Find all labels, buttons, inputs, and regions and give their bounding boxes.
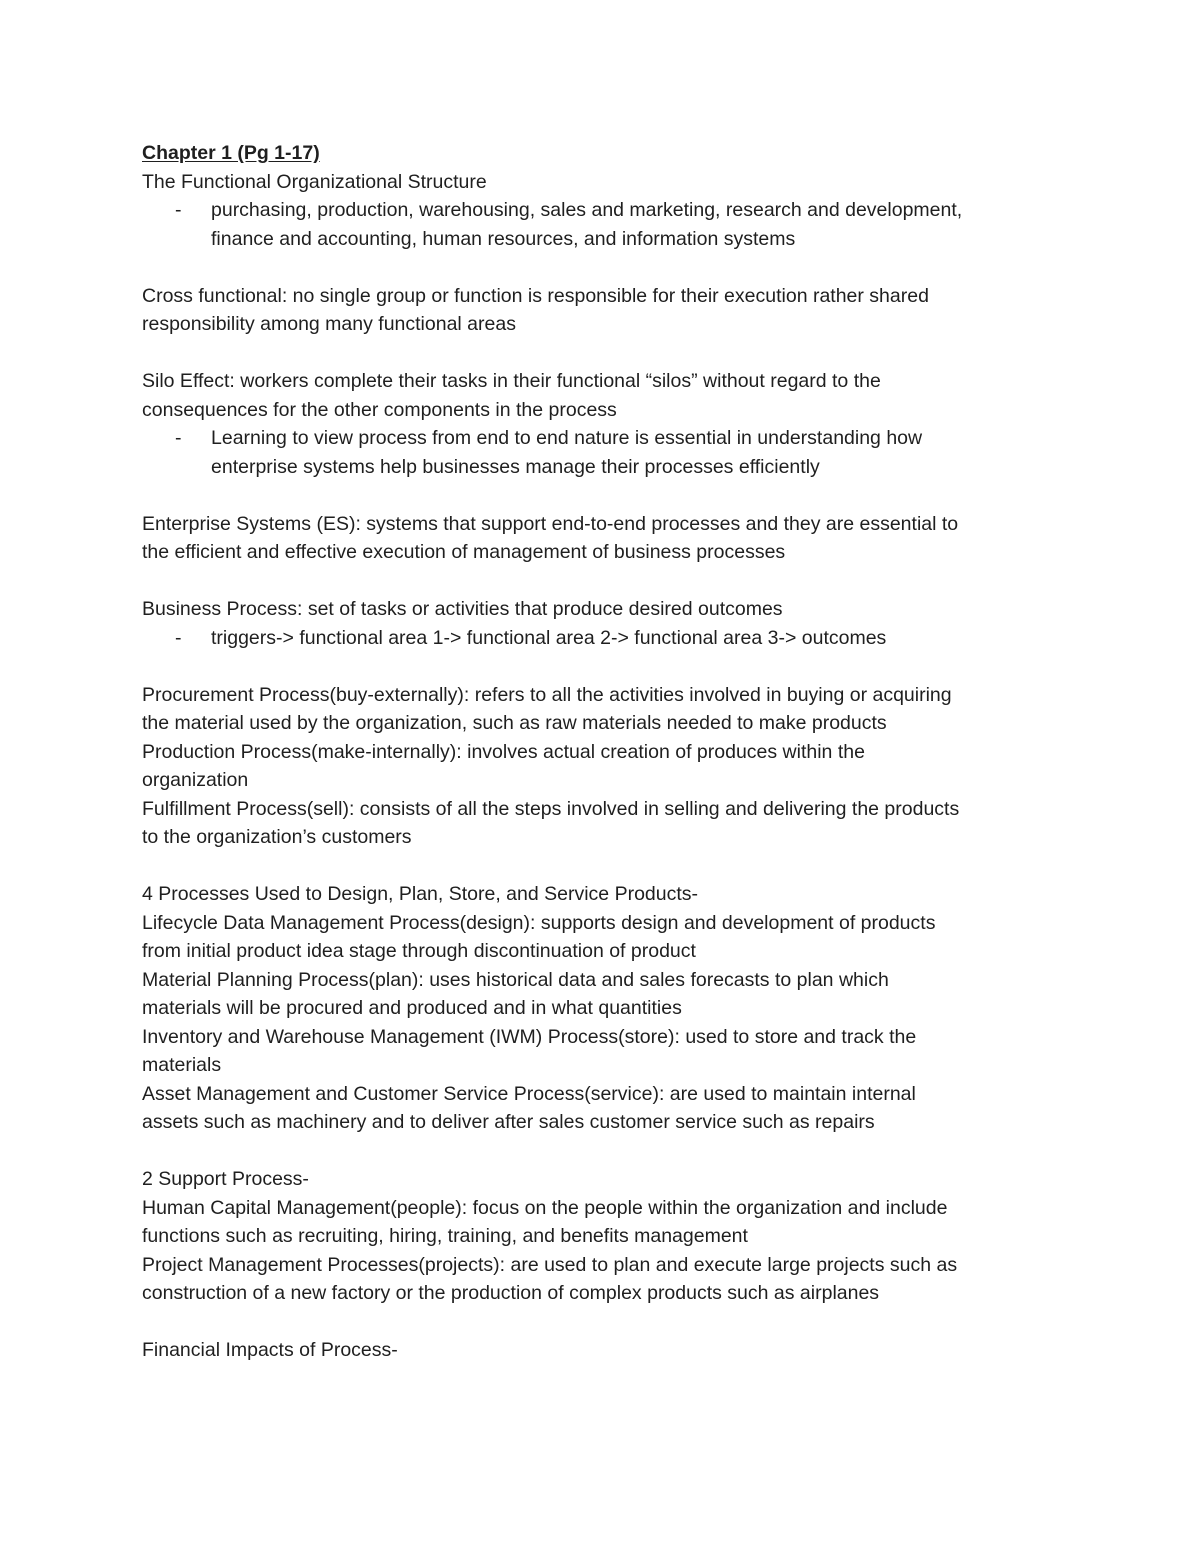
- bullet-text: triggers-> functional area 1-> functional area 2-> functional area 3-> outcomes: [211, 626, 887, 649]
- paragraph-line: Silo Effect: workers complete their tasks in their functional “silos” without regard to the: [142, 370, 881, 392]
- paragraph-spacer: [142, 567, 1062, 596]
- paragraph-line: Material Planning Process(plan): uses historical data and sales forecasts to plan which: [142, 968, 889, 991]
- bullet-dash: -: [175, 199, 182, 221]
- paragraph-line: the efficient and effective execution of management of business processes: [142, 541, 786, 563]
- paragraph-spacer: [142, 339, 1062, 368]
- paragraph-line: Cross functional: no single group or function is responsible for their execution rather shared: [142, 284, 929, 307]
- bullet-item: [142, 196, 1062, 253]
- paragraph-line: Human Capital Management(people): focus on the people within the organization and include: [142, 1196, 948, 1219]
- paragraph-line: Procurement Process(buy-externally): refers to all the activities involved in buying or acquiring: [142, 683, 952, 706]
- paragraph-line: Fulfillment Process(sell): consists of all the steps involved in selling and delivering the products: [142, 797, 960, 820]
- bullet-text: purchasing, production, warehousing, sales and marketing, research and development,: [211, 199, 963, 221]
- paragraph-line: responsibility among many functional areas: [142, 313, 516, 335]
- paragraph-line: 2 Support Process-: [142, 1168, 309, 1190]
- paragraph-line: Asset Management and Customer Service Process(service): are used to maintain internal: [142, 1082, 916, 1105]
- paragraph-spacer: [142, 481, 1062, 510]
- paragraph-line: Business Process: set of tasks or activities that produce desired outcomes: [142, 598, 783, 620]
- bullet-dash: -: [175, 626, 182, 649]
- bullet-item: [142, 624, 1062, 653]
- paragraph-spacer: [142, 852, 1062, 881]
- paragraph-line: organization: [142, 769, 249, 791]
- paragraph-line: assets such as machinery and to deliver after sales customer service such as repairs: [142, 1111, 875, 1133]
- paragraph-line: Inventory and Warehouse Management (IWM) Process(store): used to store and track the: [142, 1025, 917, 1048]
- paragraph-spacer: [142, 1137, 1062, 1166]
- page-title: Chapter 1 (Pg 1-17): [142, 142, 320, 164]
- bullet-item: [142, 424, 1062, 481]
- functional-structure-heading: The Functional Organizational Structure: [142, 170, 487, 193]
- paragraph-line: construction of a new factory or the production of complex products such as airplanes: [142, 1282, 880, 1304]
- paragraph-line: to the organization’s customers: [142, 826, 412, 848]
- paragraph-line: Financial Impacts of Process-: [142, 1339, 398, 1361]
- bullet-text: enterprise systems help businesses manage their processes efficiently: [211, 455, 820, 478]
- paragraph-line: materials: [142, 1054, 222, 1076]
- document-page: [142, 139, 1062, 1365]
- bullet-text: finance and accounting, human resources, and information systems: [211, 227, 796, 250]
- paragraph-line: Enterprise Systems (ES): systems that support end-to-end processes and they are essential to: [142, 512, 959, 535]
- paragraph-line: Production Process(make-internally): involves actual creation of produces within the: [142, 740, 865, 763]
- paragraph-line: the material used by the organization, such as raw materials needed to make products: [142, 712, 887, 734]
- paragraph-line: consequences for the other components in the process: [142, 398, 617, 421]
- bullet-text: Learning to view process from end to end nature is essential in understanding how: [211, 427, 923, 449]
- bullet-dash: -: [175, 427, 182, 449]
- paragraph-spacer: [142, 1308, 1062, 1337]
- paragraph-line: Lifecycle Data Management Process(design): supports design and development of products: [142, 911, 936, 934]
- paragraph-line: functions such as recruiting, hiring, training, and benefits management: [142, 1225, 748, 1247]
- paragraph-spacer: [142, 652, 1062, 681]
- paragraph-line: materials will be procured and produced and in what quantities: [142, 997, 682, 1019]
- paragraph-line: from initial product idea stage through discontinuation of product: [142, 940, 696, 962]
- paragraph-line: 4 Processes Used to Design, Plan, Store, and Service Products-: [142, 883, 699, 905]
- paragraph-spacer: [142, 253, 1062, 282]
- paragraph-line: Project Management Processes(projects): are used to plan and execute large projects such as: [142, 1253, 958, 1276]
